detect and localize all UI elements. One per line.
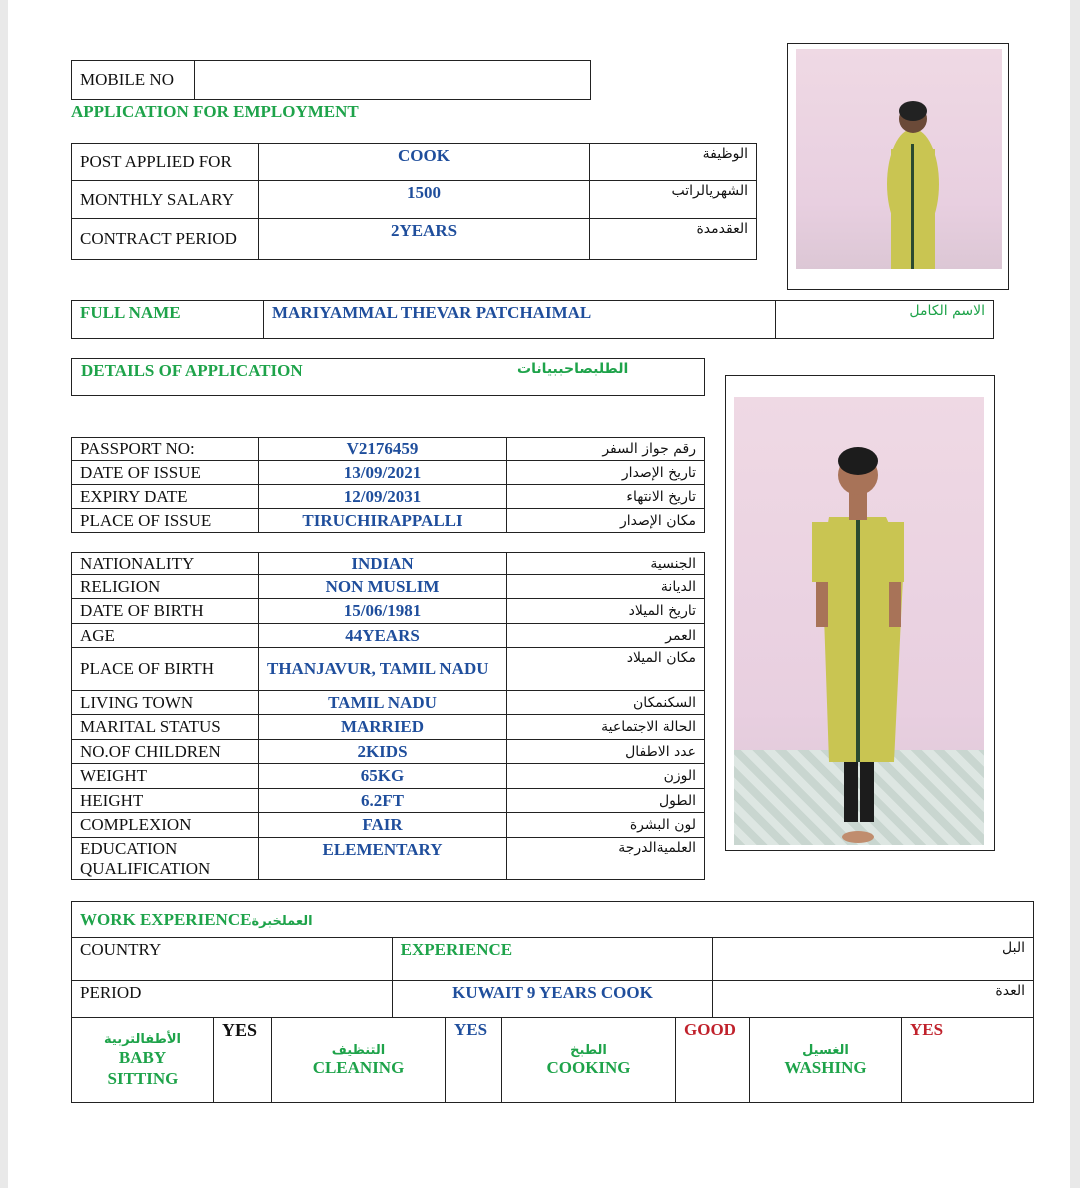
row-arabic: الحالة الاجتماعية	[507, 715, 705, 740]
row-value: 2KIDS	[259, 740, 507, 764]
row-arabic: الطول	[507, 789, 705, 813]
row-label: POST APPLIED FOR	[72, 144, 259, 181]
table-row	[72, 938, 1034, 981]
table-row	[72, 624, 705, 648]
row-label: MARITAL STATUS	[72, 715, 259, 740]
table-row	[72, 715, 705, 740]
row-arabic: تاريخ الإصدار	[507, 461, 705, 485]
row-value: 13/09/2021	[259, 461, 507, 485]
skill-arabic: الغسيل	[802, 1042, 849, 1058]
row-arabic: تاريخ الانتهاء	[507, 485, 705, 509]
skill-arabic: الأطفالتربية	[104, 1031, 181, 1047]
work-title-arabic: العملخبرة	[251, 913, 313, 929]
table-row	[72, 981, 1034, 1018]
person-figure-small	[796, 49, 1002, 269]
row-arabic: الشهريالراتب	[590, 181, 757, 219]
row-label: DATE OF ISSUE	[72, 461, 259, 485]
row-label: EDUCATION QUALIFICATION	[72, 838, 259, 880]
row-label: HEIGHT	[72, 789, 259, 813]
table-row	[72, 648, 705, 691]
applicant-photo-small	[787, 43, 1009, 290]
mobile-table	[71, 60, 591, 100]
row-value: 6.2FT	[259, 789, 507, 813]
row-value: 2YEARS	[259, 219, 590, 260]
row-value: 15/06/1981	[259, 599, 507, 624]
row-arabic: العقدمدة	[590, 219, 757, 260]
row-label: AGE	[72, 624, 259, 648]
row-arabic: عدد الاطفال	[507, 740, 705, 764]
row-value: INDIAN	[259, 553, 507, 575]
form-title: APPLICATION FOR EMPLOYMENT	[71, 102, 359, 121]
row-label: RELIGION	[72, 575, 259, 599]
skill-arabic: الطبخ	[570, 1042, 607, 1058]
period-arabic: العدة	[713, 981, 1034, 1018]
skill-baby-sitting	[72, 1018, 214, 1103]
details-arabic: الطلبصاحببيانات	[517, 361, 629, 377]
skill-washing	[750, 1018, 902, 1103]
row-value: ELEMENTARY	[259, 838, 507, 880]
skill-name: BABY SITTING	[107, 1047, 179, 1088]
table-row	[72, 740, 705, 764]
table-row	[72, 219, 757, 260]
row-arabic: تاريخ الميلاد	[507, 599, 705, 624]
row-label: PLACE OF BIRTH	[72, 648, 259, 691]
country-arabic: البل	[713, 938, 1034, 981]
row-label: DATE OF BIRTH	[72, 599, 259, 624]
table-row	[72, 813, 705, 838]
mobile-value	[195, 61, 591, 100]
application-form-page	[8, 0, 1070, 1188]
row-arabic: العلميةالدرجة	[507, 838, 705, 880]
full-name-value	[264, 301, 776, 339]
row-label: NO.OF CHILDREN	[72, 740, 259, 764]
skill-status: YES	[446, 1018, 502, 1103]
row-arabic: مكان الإصدار	[507, 509, 705, 533]
applicant-photo-large	[725, 375, 995, 851]
row-value: 65KG	[259, 764, 507, 789]
skill-name: WASHING	[784, 1057, 867, 1077]
work-title-cell	[72, 902, 1034, 938]
country-label: COUNTRY	[72, 938, 393, 981]
country-value: EXPERIENCE	[392, 938, 713, 981]
row-value: TIRUCHIRAPPALLI	[259, 509, 507, 533]
skill-status: GOOD	[676, 1018, 750, 1103]
row-arabic: مكان الميلاد	[507, 648, 705, 691]
row-arabic: الوظيفة	[590, 144, 757, 181]
table-row	[72, 764, 705, 789]
table-row	[72, 575, 705, 599]
table-row	[72, 438, 705, 461]
full-name-text: MARIYAMMAL THEVAR PATCHAIMAL	[272, 303, 592, 322]
table-row	[72, 461, 705, 485]
skill-status: YES	[902, 1018, 1034, 1103]
skill-name: CLEANING	[312, 1057, 405, 1077]
row-arabic: العمر	[507, 624, 705, 648]
row-label: WEIGHT	[72, 764, 259, 789]
mobile-label: MOBILE NO	[72, 61, 195, 100]
skill-arabic: التنظيف	[331, 1042, 386, 1058]
row-arabic: الجنسية	[507, 553, 705, 575]
table-row	[72, 144, 757, 181]
full-name-table	[71, 300, 994, 339]
table-row	[72, 691, 705, 715]
row-value: 44YEARS	[259, 624, 507, 648]
passport-table	[71, 437, 705, 533]
period-label: PERIOD	[72, 981, 393, 1018]
row-label: MONTHLY SALARY	[72, 181, 259, 219]
table-row	[72, 553, 705, 575]
row-value: V2176459	[259, 438, 507, 461]
row-label: COMPLEXION	[72, 813, 259, 838]
row-value: 1500	[259, 181, 590, 219]
row-arabic: لون البشرة	[507, 813, 705, 838]
skills-table	[71, 1017, 1034, 1103]
row-arabic: الديانة	[507, 575, 705, 599]
row-label: CONTRACT PERIOD	[72, 219, 259, 260]
details-label: DETAILS OF APPLICATION	[81, 361, 303, 380]
row-value: FAIR	[259, 813, 507, 838]
table-row	[72, 485, 705, 509]
work-title: WORK EXPERIENCE	[80, 909, 252, 929]
row-arabic: رقم جواز السفر	[507, 438, 705, 461]
row-value: MARRIED	[259, 715, 507, 740]
row-arabic: السكنمكان	[507, 691, 705, 715]
post-table	[71, 143, 757, 260]
work-experience-table	[71, 901, 1034, 1018]
details-box	[71, 358, 705, 396]
row-label: NATIONALITY	[72, 553, 259, 575]
row-label: PLACE OF ISSUE	[72, 509, 259, 533]
skill-status: YES	[214, 1018, 272, 1103]
person-figure-large	[734, 397, 984, 845]
row-value: TAMIL NADU	[259, 691, 507, 715]
table-row	[72, 789, 705, 813]
row-label: EXPIRY DATE	[72, 485, 259, 509]
skill-cooking	[502, 1018, 676, 1103]
row-value: 12/09/2031	[259, 485, 507, 509]
row-value: COOK	[259, 144, 590, 181]
full-name-label: FULL NAME	[72, 301, 264, 339]
row-label: PASSPORT NO:	[72, 438, 259, 461]
table-row	[72, 181, 757, 219]
row-value: THANJAVUR, TAMIL NADU	[259, 648, 507, 691]
table-row	[72, 599, 705, 624]
row-value: NON MUSLIM	[259, 575, 507, 599]
table-row	[72, 838, 705, 880]
period-value: KUWAIT 9 YEARS COOK	[392, 981, 713, 1018]
skill-cleaning	[272, 1018, 446, 1103]
row-label: LIVING TOWN	[72, 691, 259, 715]
skill-name: COOKING	[546, 1057, 631, 1077]
row-arabic: الوزن	[507, 764, 705, 789]
table-row	[72, 509, 705, 533]
personal-table	[71, 552, 705, 880]
full-name-arabic: الاسم الكامل	[776, 301, 994, 339]
